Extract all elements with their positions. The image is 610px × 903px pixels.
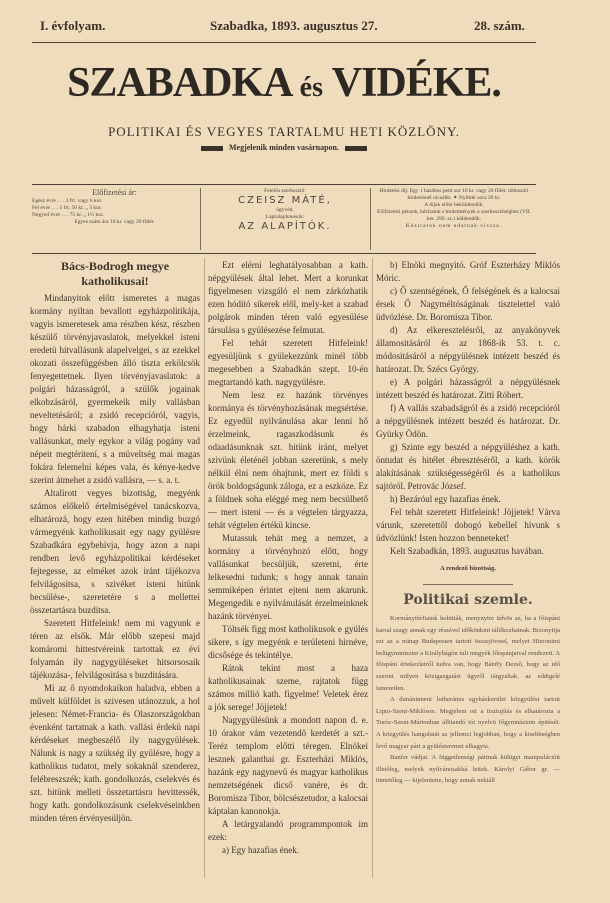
tagline-text: Megjelenik minden vasárnapon. <box>228 143 339 152</box>
signature: A rendező bizottság. <box>439 565 497 572</box>
pointing-hand-icon <box>201 146 223 151</box>
pointing-hand-icon <box>345 146 367 151</box>
paragraph: Fel tehát szeretett Hitfeleink! egyesüljünk s gyülekezzünk minél több megesebben a Szabadkán szept. 10-én megtartandó kath. nagygyülésre. <box>208 338 368 387</box>
paragraph: Kelt Szabadkán, 1893. augusztus havában. <box>390 546 544 556</box>
issue-number: 28. szám. <box>474 18 525 33</box>
title-es: és <box>299 72 323 103</box>
paragraph: Altalirott vegyes bizottság, megyénk számos előkelő értelmiségével tanácskozva, elhatározá, hogy ezen hitében mindig buzgó vármegyénk katholikusait egy nagy gyülésre Szabadkára egybehivja, hogy azon a napi rendben levő egyházpolitikai kérdéseket fejtegesse, az elméket azok iránt tájékozva felvilágositsa, s szivéket isteni hitünk becsülése-, szeretetére s a mellettei összetartásra buzdítsa. <box>30 488 200 615</box>
title-part2: VIDÉKE. <box>331 60 501 106</box>
paragraph: A letárgyalandó programmpontok im ezek: <box>208 819 368 842</box>
divider <box>32 42 536 43</box>
section-title: Politikai szemle. <box>403 592 533 608</box>
paragraph: Mutassuk tehát meg a nemzet, a kormány a törvényhozó előtt, hogy vallásunkat becsüljük, szeretni, érte lelkesedni tudunk; s hogy annak tanain semmiképen érintet ejteni nem akarunk. Megengedik e nyilvánulását érzelmeinknek hazánk törvényei. <box>208 533 368 621</box>
paragraph: Rátok tekint most a haza katholikusainak szeme, rajtatok függ számos millió kath. figyelme! Veletek érez a jók serege! Jöjjetek! <box>208 663 368 712</box>
paragraph: Mindanyitok előtt ismeretes a magas kormány nyiltan bevallott egyházpolitikája, vagyis ismeretesek ama részben kész, részben készülő törvényjavaslatok, melyekkel isteni eredetü hitvallásunk alapelvelgei, s az ezekkel okozati összefüggésben álló tiszta erkölcsök fenyegettetnek. Ilyen törvényjavaslatok: a polgári házasságról, a szülők jogainak elkobzásáról, gyermekeik mily vallásban neveltetésáról; a zsidó recepcióról, vagyis, hogy bárki szabadon elhagyhatja isteni vallásunkat, mely egykor a világ pogány vad népeit megtéritení, s a müveltség mai magas fokára felemelni képes vala, és kénye-kedve szerint átmehet a zsidó vallásra, — s. a. t. <box>30 293 200 485</box>
editor-label: Felelős szerkesztő: <box>264 188 306 194</box>
divider <box>200 188 201 250</box>
title-part1: SZABADKA <box>67 60 291 106</box>
program-item: d) Az elkeresztelésről, az anyakönyvek államositásáról és az 1868-ik 53. t. c. módositásáról a népgyülésnek intézett beszéd és határozat. Dr. Szécs György. <box>376 325 560 374</box>
price-row: Egész évre . . . 3 frt. vagy 6 kor. <box>32 198 103 204</box>
program-item: e) A polgári házasságról a népgyülésnek intézett beszéd és határozat. Zitti Róbert. <box>376 377 560 400</box>
program-item: b) Elnöki megnyitó. Gróf Eszterházy Miklós Móric. <box>376 260 560 283</box>
article-middle-column <box>208 259 368 857</box>
divider <box>370 188 371 250</box>
paragraph: Szeretett Hitfeleink! nem mi vagyunk e téren az elsők. Már előbb szepesi majd komáromi hittestvéreink tartottak ez évi folyamán ily nagygyüléseket hitsorsosaik tájékozása-, felvilágositása s buzditására. <box>30 618 200 680</box>
politics-section <box>376 591 560 787</box>
paragraph: Nagygyülésünk a mondott napon d. e. 10 órakor vám vezetendő kerdetét a szt.-Teréz templom előtti téregen. Elnökei lesznek galanthai gr. Eszterházi Miklós, hazánk egy nagynevű és magyar katholikus nemzetségének dicső vanére, és dr. Boromisza Tibor, bölcsészetudor, a kalocsai káptalan kanonokja. <box>208 715 368 816</box>
ads-rate: Hirdetési díj: Egy 1 hasábos petit sor 10 kr. vagy 20 fillér. többszöri hirdetésnél olcsóbb. ✦ Nyilttér sora 20 kr. <box>379 188 529 201</box>
paragraph: Fel tehát szeretett Hitfeleink! Jöjjetek! Várva várunk, szeretettől dobogó kebellel hivunk s üdvözlünk! Isten hozzon benneteket! <box>376 507 560 543</box>
article-headline: Bács-Bodrogh megye katholikusai! <box>60 259 170 288</box>
program-item: c) Ő szentségének, Ő felségének és a kalocsai érsek Ő Nagyméltóságának tisztelettel való üdvözlése. Dr. Boromisza Tibor. <box>376 286 560 322</box>
prices-heading: Előfizetési ár: <box>92 188 137 197</box>
ads-address: Előfizetési pénzek, kéziratok s hirdetmények a szerkesztőséghez (VII. ker. 299. sz.) küldendők. <box>376 209 532 222</box>
volume-label: I. évfolyam. <box>40 18 106 33</box>
editor-name: CZEISZ MÁTÉ, <box>238 195 332 206</box>
tagline <box>32 143 536 152</box>
paragraph: A dunáninneni lutheránus egyházkerület közgyülést tartott Lipto-Szent-Miklóson. Megjelent ott a tisztujítás és elhatározta a Turóc-Szent-Mártonban állitandó tót nyelvü főgymnáziom épitését. A közgyülés hangulatát az jellemzi legjobban, hogy a kisebbségben levő magyar párt a gyülésteremet elhagyta. <box>376 696 560 750</box>
paragraph: Nem lesz ez hazánk törvényes kormánya és törvényhozásának megsértése. Ez egyedül nyilvánulása akar lenni hő érzelmeink, ragaszkodásunk és odaadásunknak szt. hitünk iránt, melyet szivünk életénél jobban szeretünk, s mely nélkül élni nem óhajtunk, mert ez földi s örök boldogságunk záloga, ez a eszköze. Ez a földnek soha eléggé meg nem becsülhető — mert isteni — és a végtelen tárgyazza, tehát végtelen értékü kincse. <box>208 390 368 530</box>
paragraph: Kormányférfiaink hobitták, menynyire üdvös az, ha a főispáni karral szagy annak egy részével időkönkint tálilkozhatnak. Bizonyitja ezt az a minap Budapesten tartott összejövetel, melyet Hieronimi belügyminiszter a Királyhágón tuli megyék főispánjaival rendezett. A főispáni értekezletről tudva van, hogy Bánffy Dezső, hogy az idő szerint milyen közigazgatási ügyről tárgyaltak, az eddigelé ismeretlen. <box>376 615 560 692</box>
subtitle: POLITIKAI ÉS VEGYES TARTALMU HETI KÖZLÖNY. <box>108 124 460 139</box>
price-row: Fél évre . . . 1 frt. 50 kr. „ 3 kor. <box>32 205 102 211</box>
dateline: Szabadka, 1893. augusztus 27. <box>210 18 378 33</box>
divider <box>32 184 536 185</box>
column-divider <box>204 258 205 878</box>
single-price: Egyes szám ára 10 kr. vagy 20 fillér. <box>74 219 155 225</box>
masthead-title <box>32 58 536 113</box>
advertising-info <box>373 188 535 250</box>
owner-label: Laptulajdonosok: <box>265 214 305 220</box>
editor-role: ügyvéd. <box>276 207 294 213</box>
editor-box <box>202 188 368 250</box>
price-row: Negyed évre . . . 75 kr. „ 1½ kor. <box>32 212 104 218</box>
ads-manuscripts: Kéziratok nem adatnak vissza. <box>405 223 503 229</box>
paragraph: Mi az ő nyomdokaikon haladva, ebben a művelt külföldet is szivesen utánozzuk, a hol jelesen: Német-Francia- és Olaszországokban évenként tartatnak a kath. vallási érdekü napi kérdéseket megbeszélő ily nagygyülések. Nálunk is nagy a szükség ily gyülésre, hogy a katholikus tudatot, mely sokaknál szenderez, felébreszszék; kath. gondolkozás, cselekvés és szt. hitünk melleti összetartásra hevittessék, hogy kath. gondolkozásunk cselekvéseinkben minden téren érvényesüljön. <box>30 683 200 823</box>
owner-name: AZ ALAPÍTÓK. <box>238 221 332 232</box>
ads-prepay: A díjak előre beküldendők. <box>424 202 484 208</box>
subscription-prices <box>32 188 197 250</box>
column-divider <box>372 258 373 878</box>
divider <box>423 584 513 585</box>
divider <box>32 253 536 254</box>
program-item: f) A vallás szabadságról és a zsidó recepcióról a népgyülésnek intézett beszéd és határozat. Dr. Gyürky Ödön. <box>376 403 560 439</box>
article-right-column <box>376 259 560 787</box>
article-left-column <box>30 259 200 825</box>
paragraph: a) Egy hazafias ének. <box>222 845 299 855</box>
paragraph: Banfer vádjai. A függetlenségi pártnak külügyi manipulációit illetőleg, melyek nyilvánosakká lettek. Károlyi Gábor gr. — tüntetőleg — kijelentette, hogy annak nekiáll <box>376 754 560 785</box>
program-item: h) Bezáróul egy hazafias ének. <box>390 494 501 504</box>
paragraph: Ezt elérni leghatályosabban a kath. népgyülések által lehet. Mert a korunkat figyelmesen vizsgáló el nem zárkózhatik ezen hódító sikerek elől, mely-ket a szabad polgárok minden téren való egyesülése társulása s gyülésezése felmutat. <box>208 260 368 335</box>
program-item: g) Szinte egy beszéd a népgyüléshez a kath. öntudat és hitélet ébresztéséről, a kath. körök alakításának szükségességéről és a katholikus sajtóról. Petrovác József. <box>376 442 560 491</box>
paragraph: Töltsék figg most katholikusok e gyülés sikere, s így megyénk e területeni hirnéve, dicsősége és tekintélye. <box>208 624 368 660</box>
